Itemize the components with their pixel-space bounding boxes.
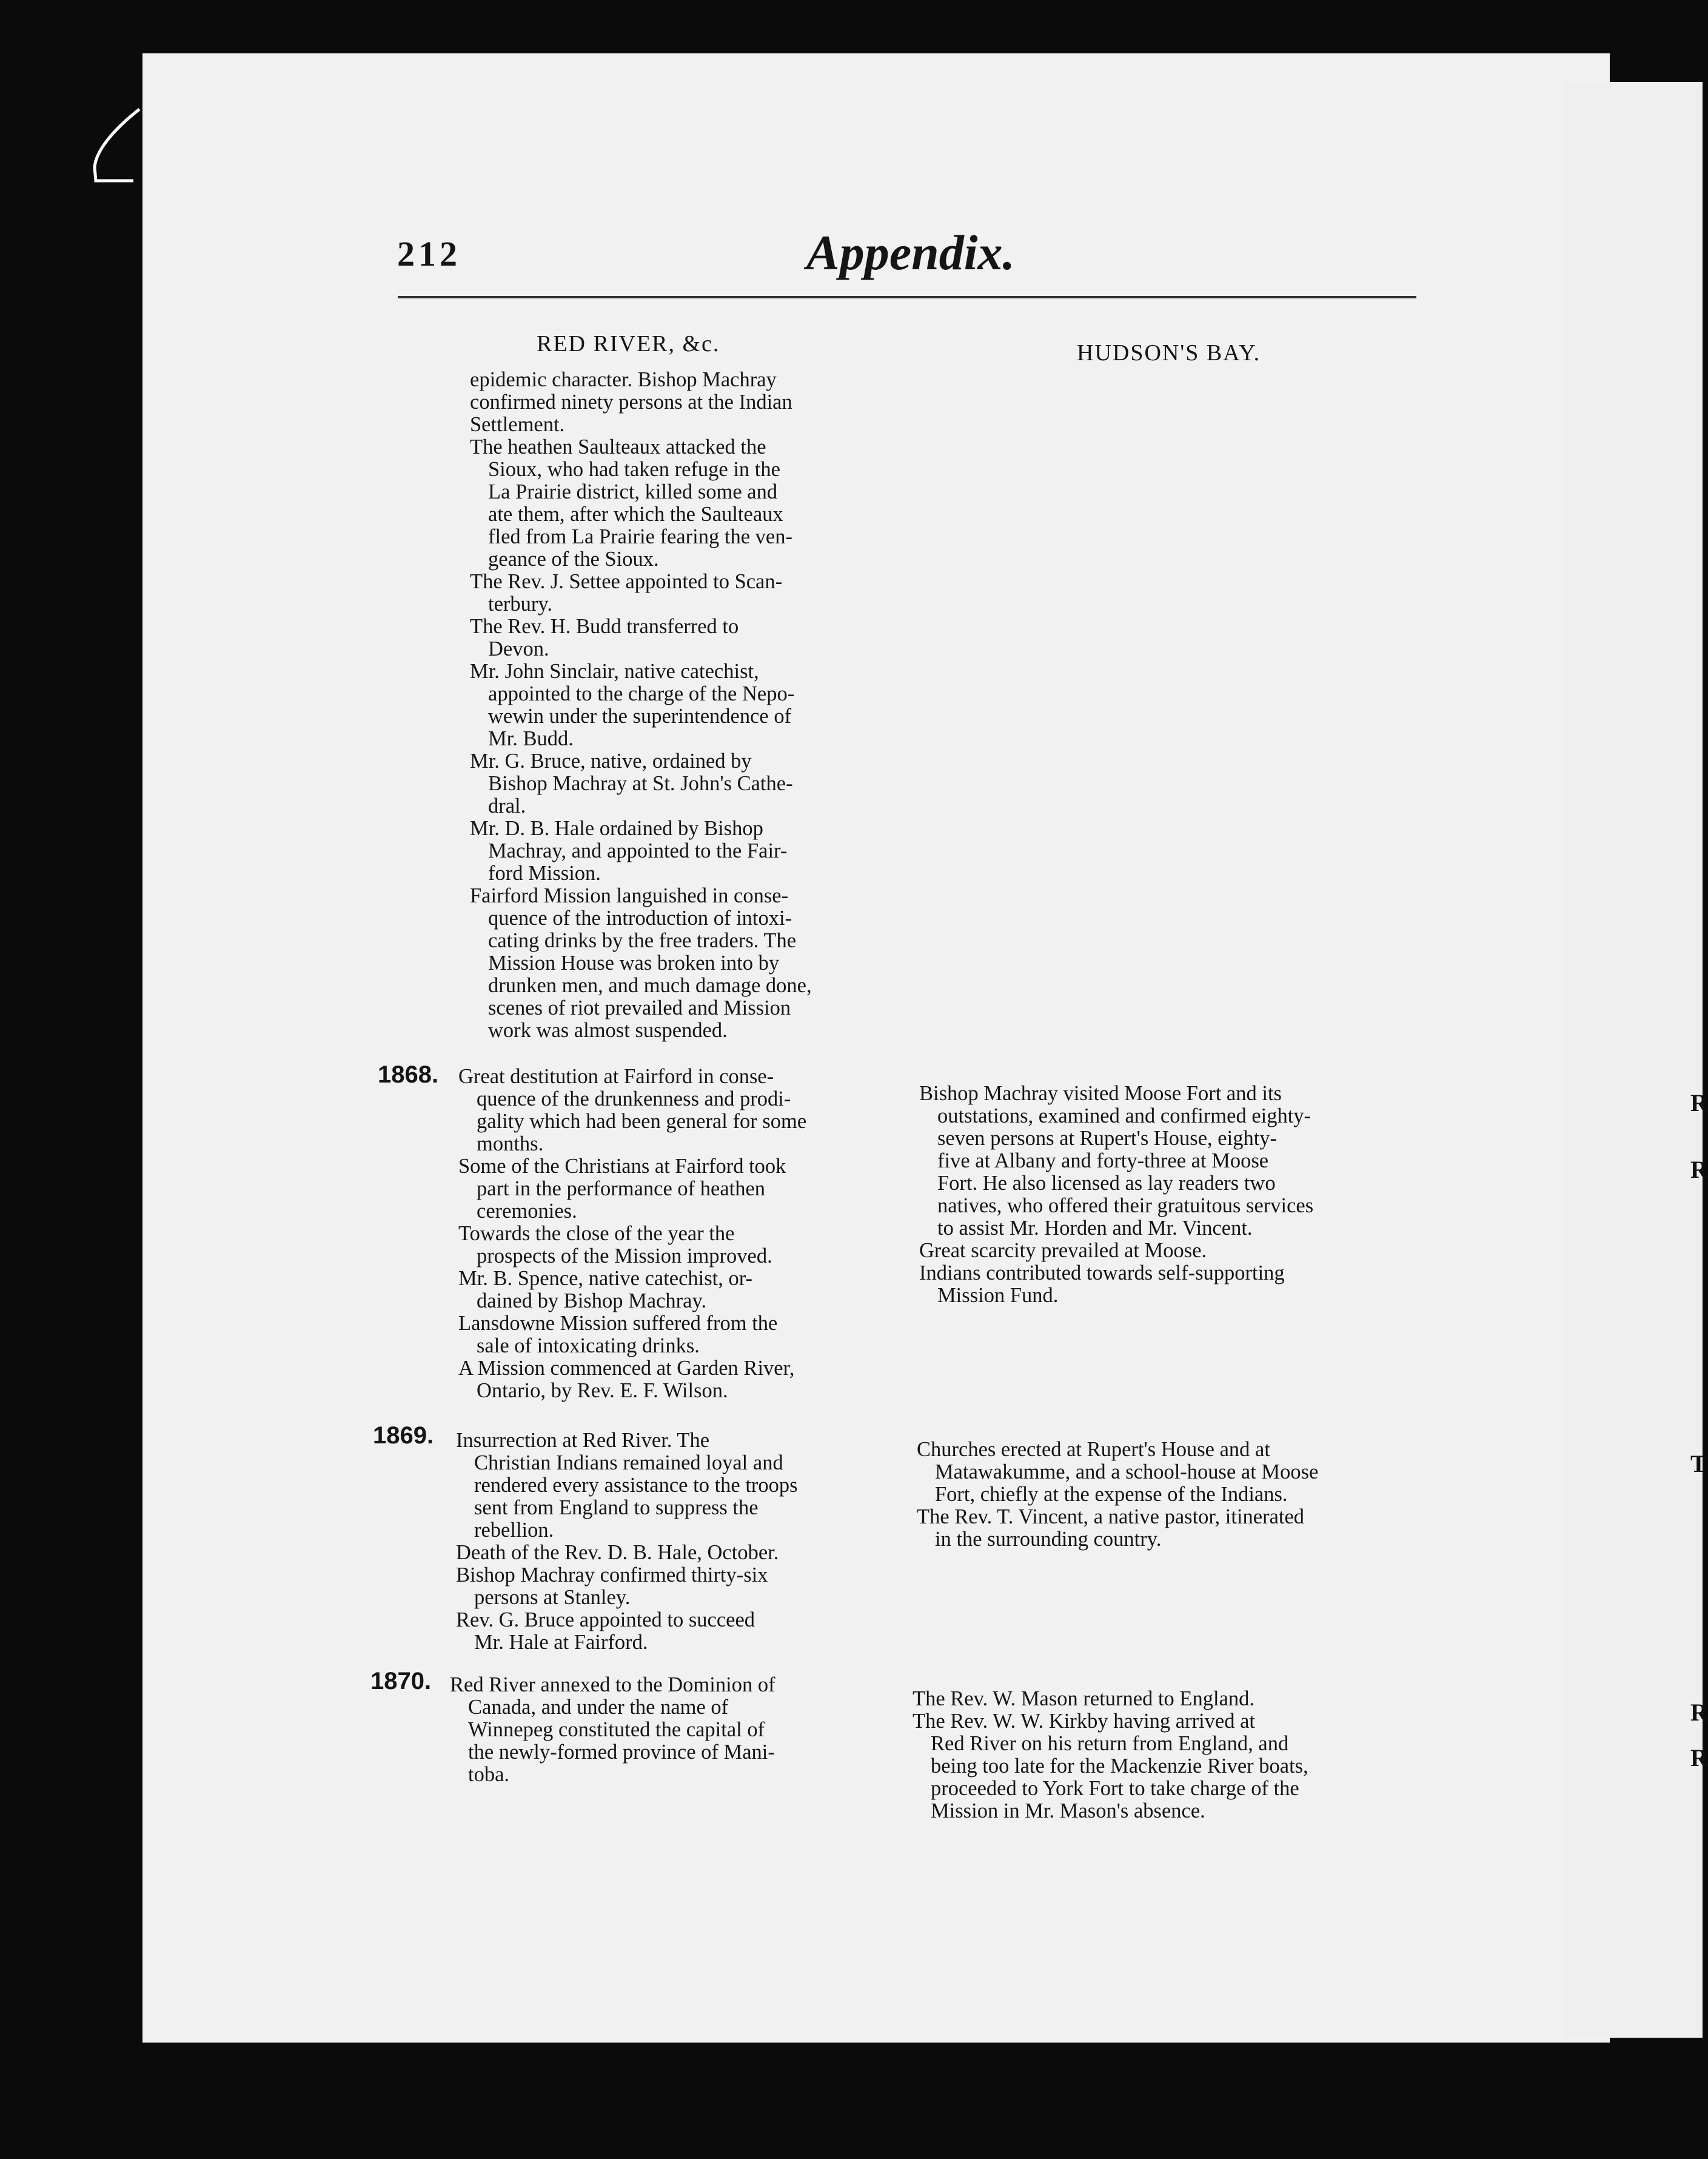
text-line: rebellion.: [474, 1519, 554, 1542]
year-label: 1869.: [373, 1422, 434, 1449]
right-page-edge-letter: R: [1690, 1089, 1708, 1116]
text-line: Settlement.: [470, 413, 565, 436]
page-number: 212: [397, 234, 461, 274]
header-rule: [398, 296, 1416, 298]
right-page-edge-letter: R: [1690, 1699, 1708, 1726]
text-line: Great scarcity prevailed at Moose.: [919, 1239, 1207, 1262]
text-line: Churches erected at Rupert's House and at: [917, 1438, 1270, 1461]
text-line: terbury.: [488, 593, 553, 616]
page-corner-fold-mark: [90, 102, 181, 193]
running-title: Appendix.: [806, 225, 1015, 280]
text-line: scenes of riot prevailed and Mission: [488, 996, 791, 1019]
text-line: to assist Mr. Horden and Mr. Vincent.: [937, 1217, 1253, 1240]
text-line: Lansdowne Mission suffered from the: [458, 1312, 778, 1335]
text-line: work was almost suspended.: [488, 1019, 728, 1042]
text-line: outstations, examined and confirmed eighty-: [937, 1104, 1311, 1127]
text-line: The Rev. H. Budd transferred to: [470, 615, 739, 638]
right-page-edge-letter: T: [1690, 1450, 1707, 1477]
text-line: the newly-formed province of Mani-: [468, 1741, 775, 1764]
text-line: rendered every assistance to the troops: [474, 1474, 798, 1497]
text-line: wewin under the superintendence of: [488, 705, 792, 728]
text-line: Machray, and appointed to the Fair-: [488, 839, 788, 862]
text-line: ceremonies.: [477, 1200, 577, 1223]
book-page: [142, 53, 1610, 2043]
text-line: natives, who offered their gratuitous services: [937, 1194, 1314, 1217]
text-line: cating drinks by the free traders. The: [488, 929, 797, 952]
red-river-entry-1868: [458, 1066, 806, 1402]
text-line: ate them, after which the Saulteaux: [488, 503, 783, 526]
text-line: quence of the drunkenness and prodi-: [477, 1087, 791, 1110]
text-line: five at Albany and forty-three at Moose: [937, 1149, 1269, 1172]
text-line: Bishop Machray at St. John's Cathe-: [488, 772, 793, 795]
text-line: Canada, and under the name of: [468, 1696, 729, 1719]
text-line: The Rev. J. Settee appointed to Scan-: [470, 570, 783, 593]
text-line: seven persons at Rupert's House, eighty-: [937, 1127, 1278, 1150]
text-line: Mr. Budd.: [488, 727, 574, 750]
text-line: Mr. B. Spence, native catechist, or-: [458, 1267, 753, 1290]
text-line: Red River on his return from England, and: [931, 1732, 1289, 1755]
text-line: The heathen Saulteaux attacked the: [470, 435, 766, 458]
right-column-heading: HUDSON'S BAY.: [1077, 340, 1261, 366]
year-label: 1870.: [370, 1668, 432, 1694]
text-line: geance of the Sioux.: [488, 548, 659, 571]
text-line: part in the performance of heathen: [477, 1177, 766, 1200]
red-river-entry-1870: [450, 1674, 775, 1786]
text-line: Fairford Mission languished in conse-: [470, 884, 789, 907]
red-river-entry-1869: [456, 1429, 798, 1654]
text-line: dral.: [488, 794, 526, 818]
text-line: A Mission commenced at Garden River,: [458, 1357, 795, 1380]
text-line: Some of the Christians at Fairford took: [458, 1155, 786, 1178]
text-line: Mr. John Sinclair, native catechist,: [470, 660, 759, 683]
text-line: Mr. Hale at Fairford.: [474, 1631, 648, 1654]
text-line: Mission Fund.: [937, 1284, 1059, 1307]
text-line: dained by Bishop Machray.: [477, 1289, 707, 1312]
text-line: in the surrounding country.: [935, 1528, 1162, 1551]
text-line: appointed to the charge of the Nepo-: [488, 682, 795, 705]
text-line: prospects of the Mission improved.: [477, 1244, 772, 1268]
text-line: quence of the introduction of intoxi-: [488, 907, 792, 930]
text-line: Red River annexed to the Dominion of: [450, 1673, 775, 1696]
text-line: Rev. G. Bruce appointed to succeed: [456, 1608, 755, 1631]
text-line: Great destitution at Fairford in conse-: [458, 1065, 774, 1088]
hudsons-bay-entry-1870: [913, 1688, 1308, 1822]
text-line: Insurrection at Red River. The: [456, 1429, 710, 1452]
text-line: Bishop Machray confirmed thirty-six: [456, 1563, 768, 1587]
text-line: being too late for the Mackenzie River boats,: [931, 1754, 1308, 1778]
text-line: proceeded to York Fort to take charge of the: [931, 1777, 1299, 1800]
text-line: The Rev. W. Mason returned to England.: [913, 1687, 1255, 1710]
text-line: Matawakumme, and a school-house at Moose: [935, 1460, 1319, 1483]
text-line: Mr. G. Bruce, native, ordained by: [470, 750, 752, 773]
text-line: gality which had been general for some: [477, 1110, 807, 1133]
text-line: months.: [477, 1132, 544, 1155]
text-line: Towards the close of the year the: [458, 1222, 735, 1245]
text-line: drunken men, and much damage done,: [488, 974, 812, 997]
red-river-intro-text: [470, 369, 812, 1042]
text-line: The Rev. T. Vincent, a native pastor, itinerated: [917, 1505, 1305, 1528]
text-line: sent from England to suppress the: [474, 1496, 759, 1519]
text-line: Christian Indians remained loyal and: [474, 1451, 783, 1474]
text-line: Winnepeg constituted the capital of: [468, 1718, 765, 1741]
text-line: Ontario, by Rev. E. F. Wilson.: [477, 1379, 728, 1402]
right-page-edge-letter: R: [1690, 1744, 1708, 1771]
text-line: Devon.: [488, 637, 549, 660]
text-line: Indians contributed towards self-supporting: [919, 1261, 1285, 1284]
text-line: Sioux, who had taken refuge in the: [488, 458, 780, 481]
text-line: sale of intoxicating drinks.: [477, 1334, 700, 1357]
text-line: epidemic character. Bishop Machray: [470, 368, 777, 391]
text-line: toba.: [468, 1763, 510, 1786]
text-line: persons at Stanley.: [474, 1586, 631, 1609]
text-line: fled from La Prairie fearing the ven-: [488, 525, 792, 548]
text-line: Fort, chiefly at the expense of the Indians.: [935, 1483, 1288, 1506]
text-line: The Rev. W. W. Kirkby having arrived at: [913, 1710, 1255, 1733]
hudsons-bay-entry-1869: [917, 1439, 1318, 1551]
text-line: Mission House was broken into by: [488, 952, 780, 975]
text-line: La Prairie district, killed some and: [488, 480, 778, 503]
text-line: Death of the Rev. D. B. Hale, October.: [456, 1541, 779, 1564]
hudsons-bay-entry-1868: [919, 1083, 1313, 1307]
facing-page-edge: [1566, 82, 1703, 2038]
left-column-heading: RED RIVER, &c.: [537, 331, 720, 357]
text-line: Mission in Mr. Mason's absence.: [931, 1799, 1205, 1822]
right-page-edge-letter: R: [1690, 1156, 1708, 1183]
text-line: confirmed ninety persons at the Indian: [470, 391, 792, 414]
text-line: Bishop Machray visited Moose Fort and its: [919, 1082, 1282, 1105]
text-line: Fort. He also licensed as lay readers two: [937, 1172, 1276, 1195]
text-line: ford Mission.: [488, 862, 601, 885]
year-label: 1868.: [378, 1061, 439, 1088]
text-line: Mr. D. B. Hale ordained by Bishop: [470, 817, 763, 840]
